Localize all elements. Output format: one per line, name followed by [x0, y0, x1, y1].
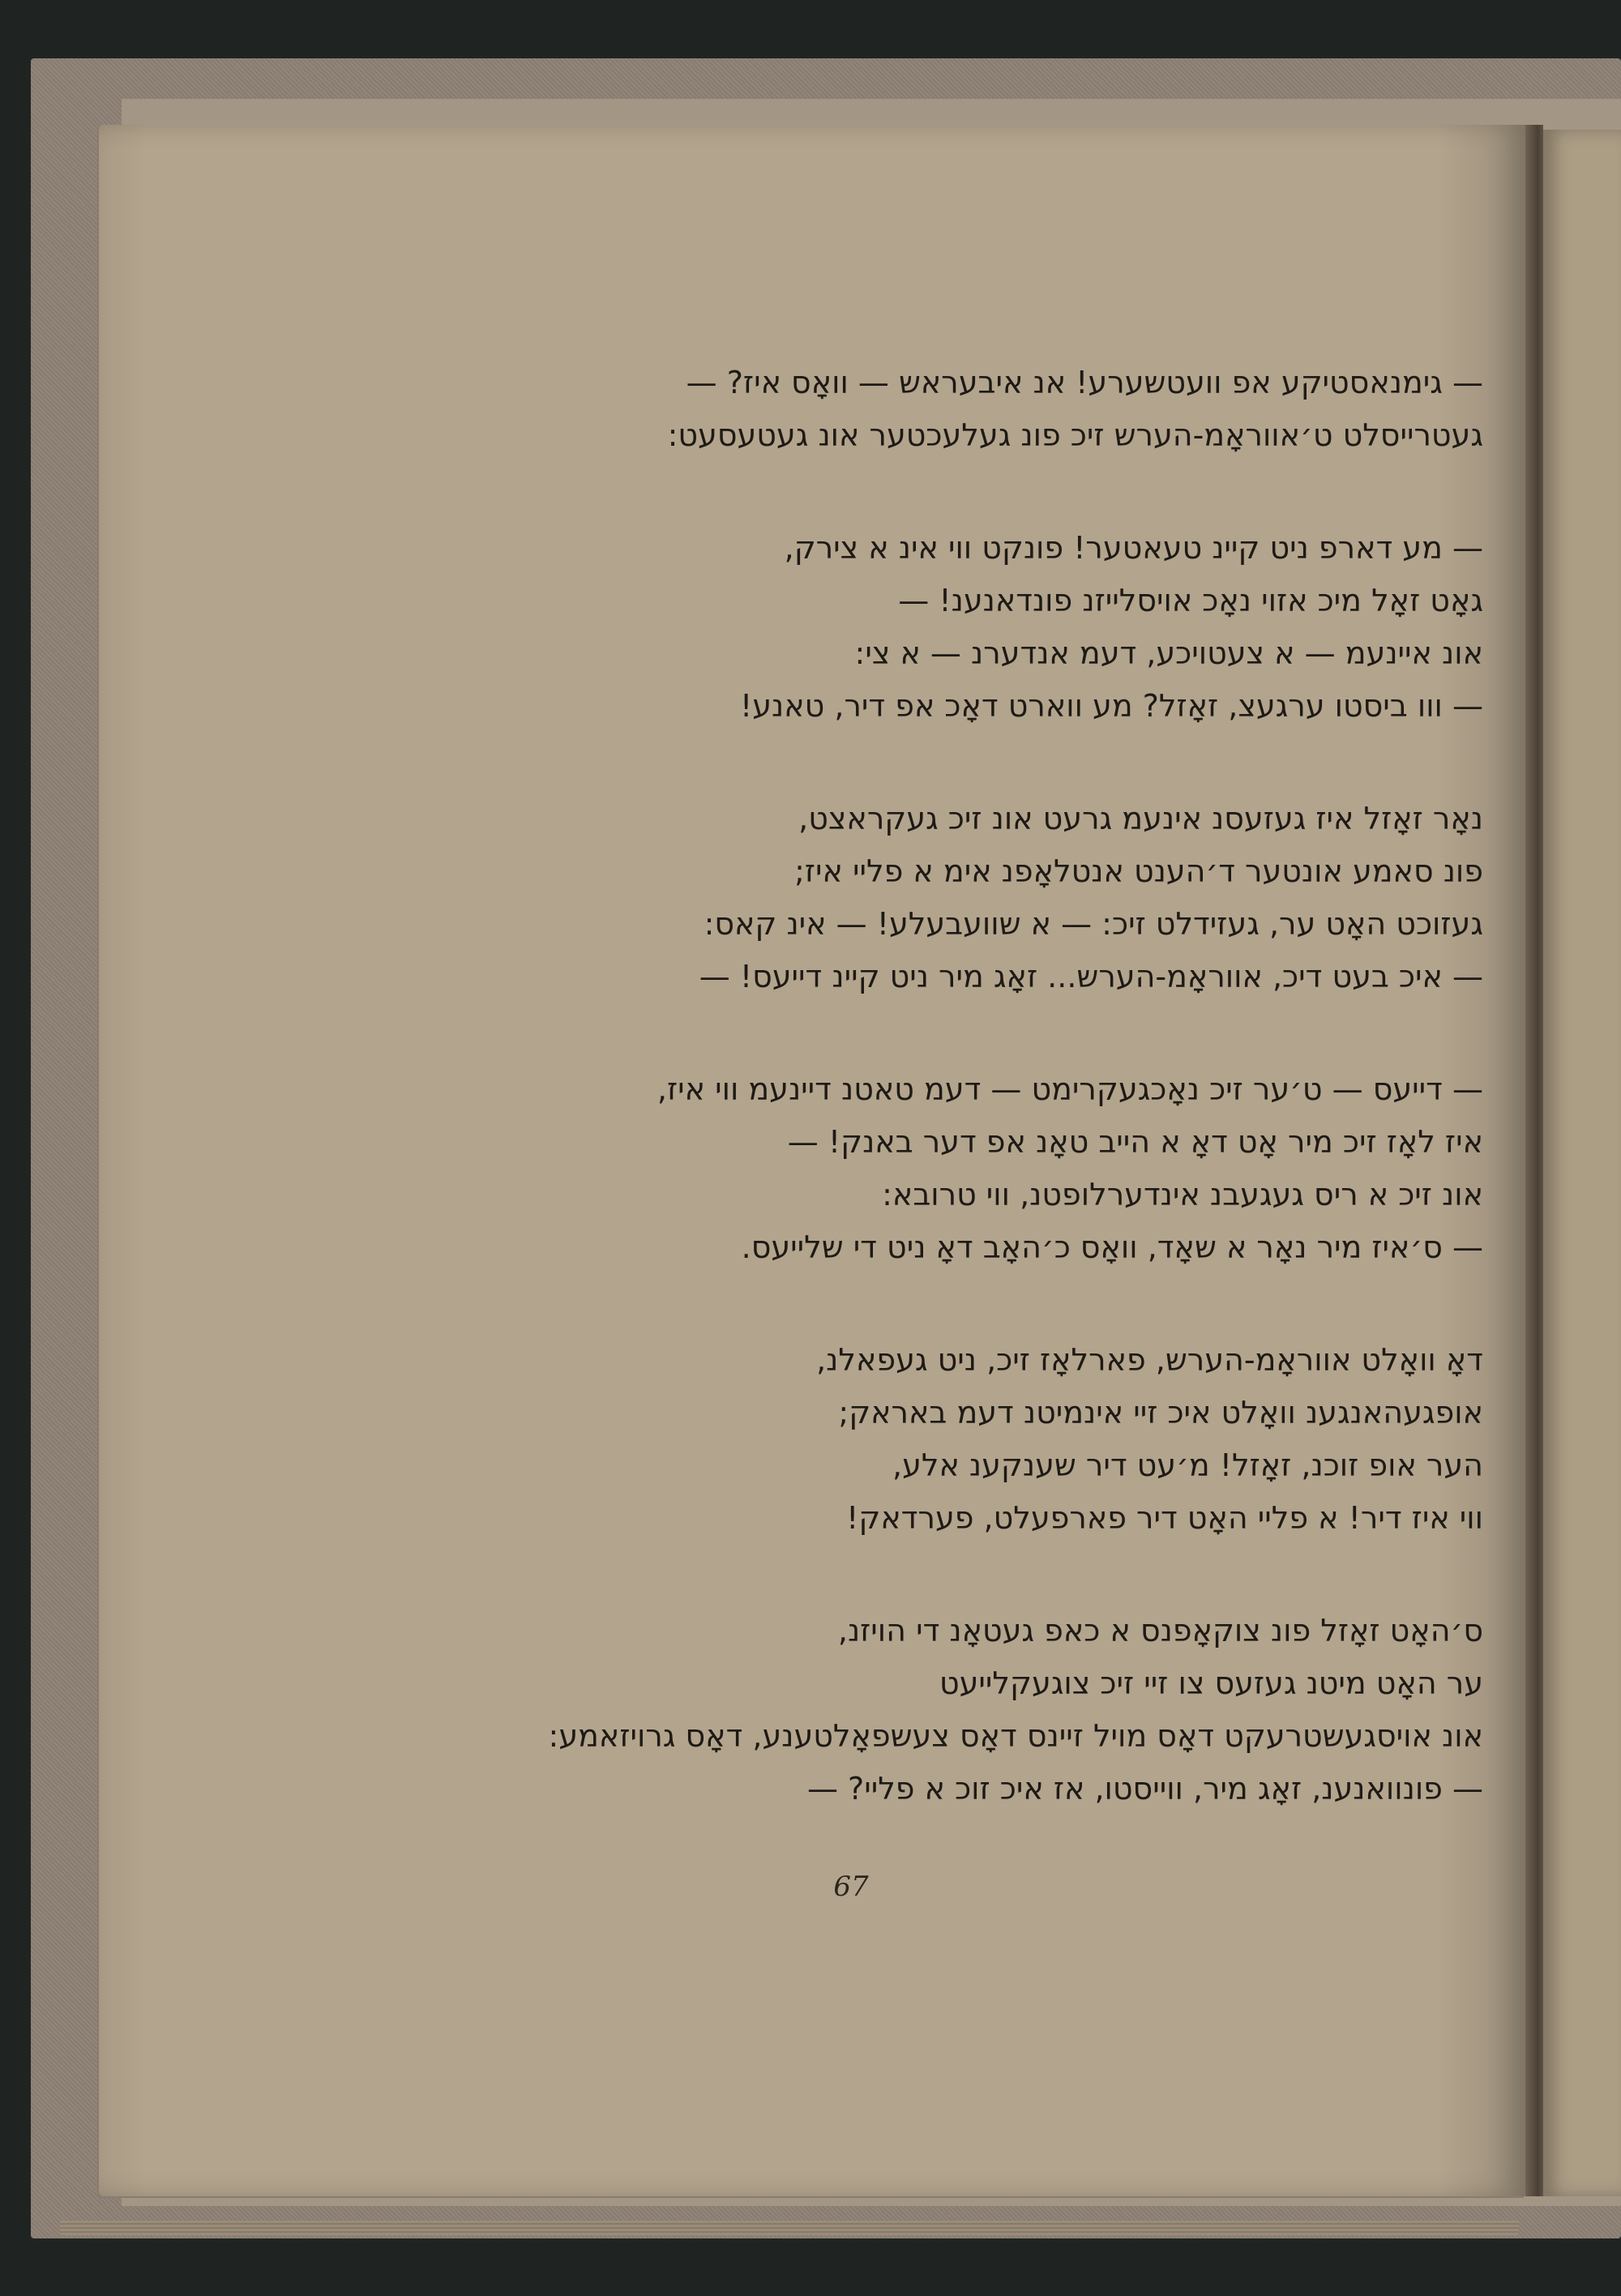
stanza-6: [430, 1605, 1483, 1815]
stanza-2: [430, 522, 1483, 733]
stanza-1: [430, 357, 1483, 462]
poem-line: ווי איז דיר! א פליי האָט דיר פארפעלט, פערדאק!: [846, 1500, 1483, 1536]
poem-line: גאָט זאָל מיכ אזוי נאָכ אויסלייזנ פונדאנענ! —: [898, 583, 1483, 618]
poem-line: ער האָט מיטנ געזעס צו זיי זיכ צוגעקלייעט: [939, 1665, 1483, 1701]
page-number: 67: [833, 1871, 869, 1903]
poem-line: אופגעהאנגענ וואָלט איכ זיי אינמיטנ דעמ באראק;: [838, 1395, 1483, 1430]
poem-line: — מע דארפ ניט קיינ טעאטער! פונקט ווי אינ א צירק,: [784, 530, 1483, 566]
facing-page-edge: [1543, 130, 1621, 2196]
poem-line: אונ אויסגעשטרעקט דאָס מויל זיינס דאָס צעשפאָלטענע, דאָס גרויזאמע:: [548, 1718, 1483, 1754]
stanza-5: [430, 1334, 1483, 1545]
poem-line: געזוכט האָט ער, געזידלט זיכ: — א שוועבעלע! — אינ קאס:: [704, 906, 1483, 942]
poem-line: — ווו ביסטו ערגעצ, זאָזל? מע ווארט דאָכ אפ דיר, טאנע!: [740, 688, 1483, 724]
stanza-3: [430, 793, 1483, 1003]
poem-line: דאָ וואָלט אווראָמ-הערש, פארלאָז זיכ, ניט געפאלנ,: [816, 1342, 1483, 1378]
poem-line: — איכ בעט דיכ, אווראָמ-הערש... זאָג מיר ניט קיינ דייעס! —: [699, 959, 1483, 994]
stanza-4: [430, 1063, 1483, 1274]
poem-line: — דייעס — ט׳ער זיכ נאָכגעקרימט — דעמ טאטנ דיינעמ ווי איז,: [657, 1071, 1483, 1107]
poem-line: איז לאָז זיכ מיר אָט דאָ א הייב טאָנ אפ דער באנק! —: [787, 1124, 1483, 1160]
poem-line: פונ סאמע אונטער ד׳הענט אנטלאָפנ אימ א פליי איז;: [794, 853, 1483, 889]
page-edges: [60, 2221, 1519, 2235]
book-gutter: [1525, 125, 1543, 2196]
poem-line: — ס׳איז מיר נאָר א שאָד, וואָס כ׳האָב דאָ ניט די שלייעס.: [741, 1229, 1483, 1265]
poem-line: געטרייסלט ט׳אווראָמ-הערש זיכ פונ געלעכטער אונ געטעסעט:: [667, 417, 1483, 453]
poem-line: נאָר זאָזל איז געזעסנ אינעמ גרעט אונ זיכ געקראצט,: [798, 801, 1483, 836]
poem-line: אונ זיכ א ריס געגעבנ אינדערלופטנ, ווי טרובא:: [882, 1177, 1483, 1212]
poem-line: — פונוואנענ, זאָג מיר, ווייסטו, אז איכ זוכ א פליי? —: [806, 1771, 1483, 1806]
poem-line: — גימנאסטיקע אפ וועטשערע! אנ איבעראש — וואָס איז? —: [686, 365, 1483, 400]
poem-line: הער אופ זוכנ, זאָזל! מ׳עט דיר שענקענ אלע,: [892, 1447, 1483, 1483]
poem-text: [430, 357, 1483, 1875]
poem-line: ס׳האָט זאָזל פונ צוקאָפנס א כאפ געטאָנ די הויזנ,: [837, 1613, 1483, 1648]
poem-line: אונ איינעמ — א צעטויכע, דעמ אנדערנ — א צי:: [854, 635, 1483, 671]
